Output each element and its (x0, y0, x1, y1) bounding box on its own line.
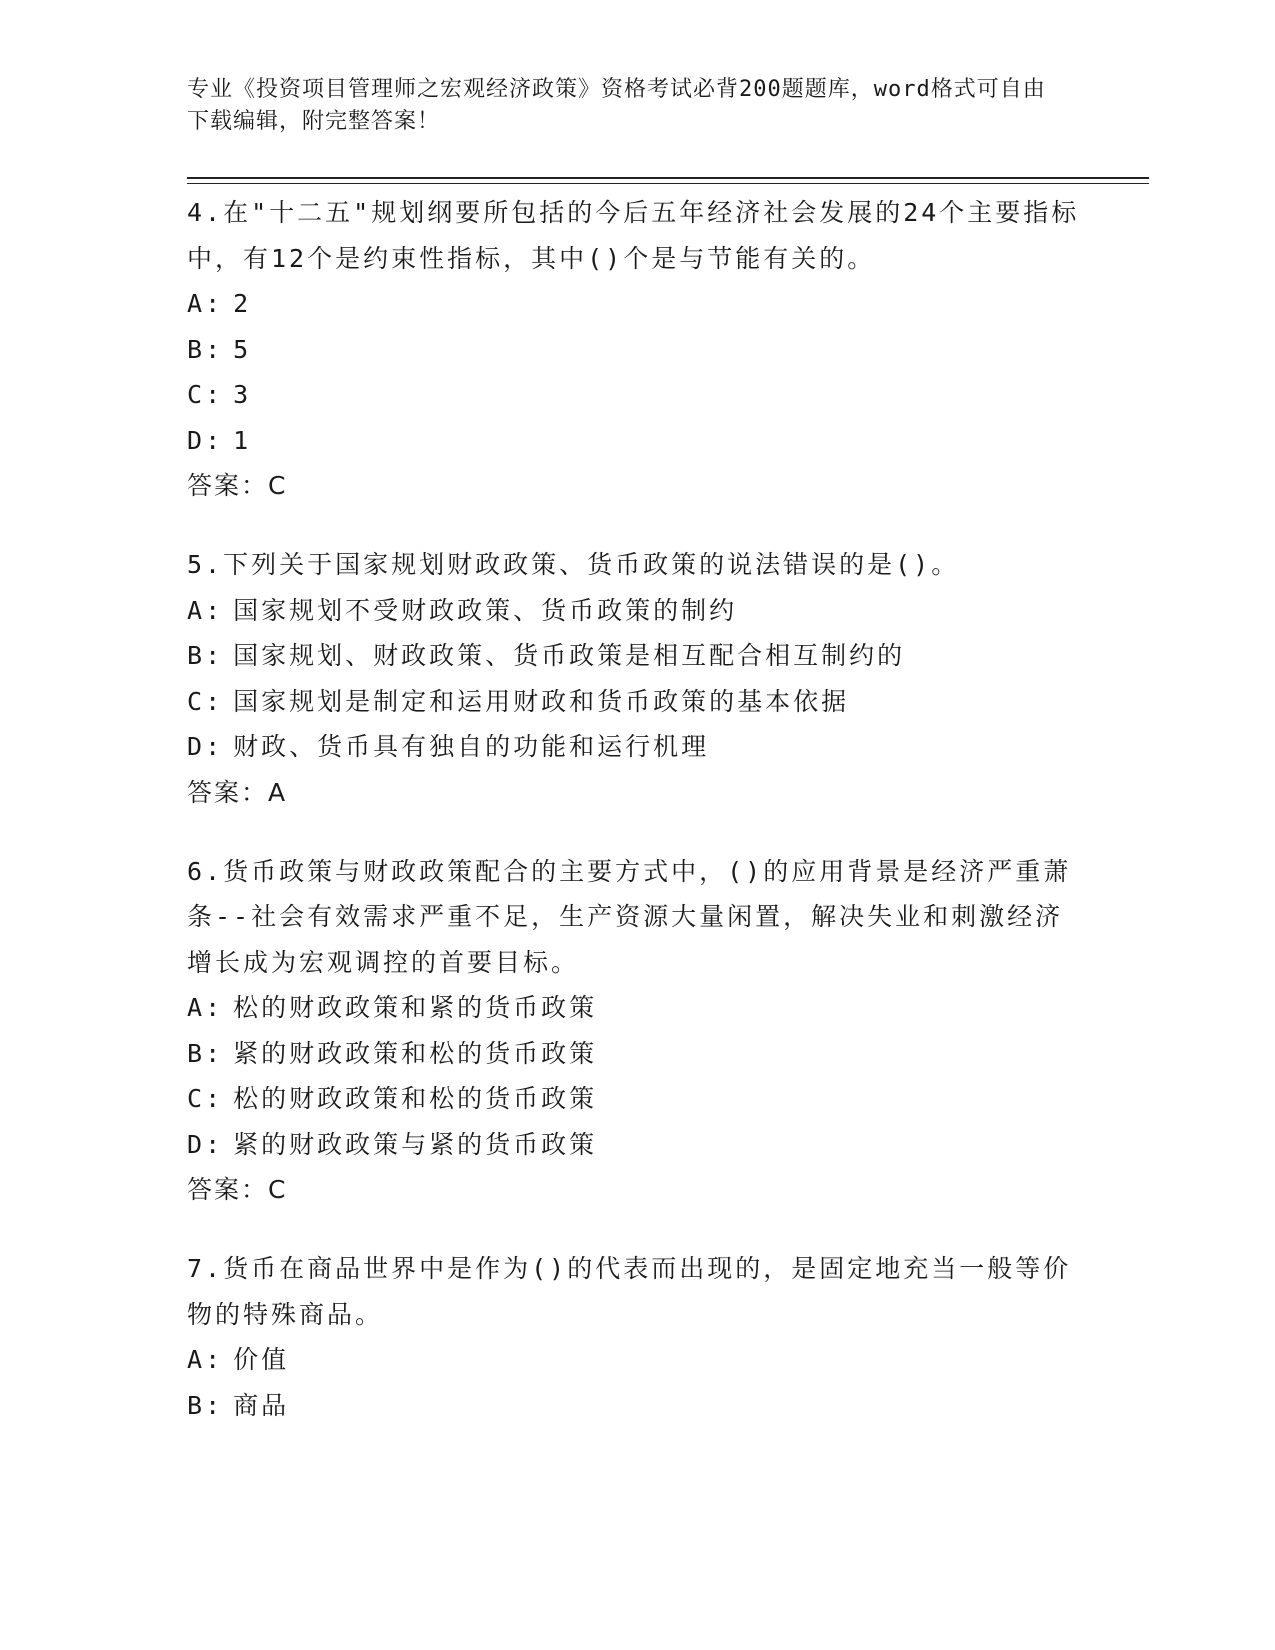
option-b: B: 5 (187, 334, 252, 364)
option-key: C (187, 686, 206, 716)
option-key: D (187, 1129, 206, 1159)
option-text: 财政、货币具有独自的功能和运行机理 (233, 732, 710, 761)
option-b: B: 紧的财政政策和松的货币政策 (187, 1038, 598, 1068)
document-header: 专业《投资项目管理师之宏观经济政策》资格考试必背200题题库，word格式可自由下载编辑，附完整答案！ (187, 77, 1046, 134)
option-b: B: 商品 (187, 1390, 290, 1420)
option-d: D: 1 (187, 425, 252, 455)
question-item (187, 190, 1087, 508)
answer-line: 答案：A (187, 777, 288, 807)
question-item (187, 542, 1087, 815)
option-key: B (187, 1038, 206, 1068)
option-key: C (187, 380, 206, 409)
option-a: A: 国家规划不受财政政策、货币政策的制约 (187, 595, 738, 625)
option-text: 5 (233, 334, 252, 364)
option-a: A: 价值 (187, 1345, 290, 1374)
question-list (187, 190, 1087, 1462)
option-c: C: 国家规划是制定和运用财政和货币政策的基本依据 (187, 686, 850, 716)
answer-line: 答案：C (187, 1175, 288, 1204)
question-stem: 5.下列关于国家规划财政政策、货币政策的说法错误的是()。 (187, 550, 960, 579)
option-key: D (187, 732, 206, 761)
option-text: 商品 (233, 1390, 290, 1420)
option-key: A (187, 289, 206, 318)
option-key: B (187, 1390, 206, 1420)
option-a: A: 松的财政政策和紧的货币政策 (187, 993, 598, 1022)
question-stem: 6.货币政策与财政政策配合的主要方式中，()的应用背景是经济严重萧条--社会有效需求严重不足，生产资源大量闲置，解决失业和刺激经济增长成为宏观调控的首要目标。 (187, 856, 1072, 977)
header-divider-thin (187, 183, 1149, 184)
question-item (187, 849, 1087, 1213)
option-key: C (187, 1084, 206, 1113)
question-stem: 7.货币在商品世界中是作为()的代表而出现的，是固定地充当一般等价物的特殊商品。 (187, 1254, 1072, 1329)
option-key: B (187, 641, 206, 670)
option-c: C: 3 (187, 380, 252, 409)
option-text: 2 (233, 289, 252, 318)
option-key: B (187, 334, 206, 364)
option-a: A: 2 (187, 289, 252, 318)
option-key: A (187, 993, 206, 1022)
option-text: 国家规划、财政政策、货币政策是相互配合相互制约的 (233, 641, 906, 670)
option-text: 3 (233, 380, 252, 409)
answer-line: 答案：C (187, 471, 288, 500)
option-d: D: 紧的财政政策与紧的货币政策 (187, 1129, 598, 1159)
option-text: 价值 (233, 1345, 290, 1374)
question-stem: 4.在"十二五"规划纲要所包括的今后五年经济社会发展的24个主要指标中，有12个是约束性指标，其中()个是与节能有关的。 (187, 198, 1080, 273)
option-key: A (187, 1345, 206, 1374)
option-b: B: 国家规划、财政政策、货币政策是相互配合相互制约的 (187, 641, 906, 670)
option-text: 国家规划是制定和运用财政和货币政策的基本依据 (233, 686, 850, 716)
option-key: D (187, 425, 206, 455)
option-text: 1 (233, 425, 252, 455)
question-item (187, 1246, 1087, 1428)
header-divider-thick (187, 177, 1149, 179)
option-text: 国家规划不受财政政策、货币政策的制约 (233, 595, 738, 625)
option-text: 松的财政政策和紧的货币政策 (233, 993, 598, 1022)
option-text: 松的财政政策和松的货币政策 (233, 1084, 598, 1113)
option-key: A (187, 595, 206, 625)
option-text: 紧的财政政策和松的货币政策 (233, 1038, 598, 1068)
option-d: D: 财政、货币具有独自的功能和运行机理 (187, 732, 710, 761)
option-text: 紧的财政政策与紧的货币政策 (233, 1129, 598, 1159)
option-c: C: 松的财政政策和松的货币政策 (187, 1084, 598, 1113)
